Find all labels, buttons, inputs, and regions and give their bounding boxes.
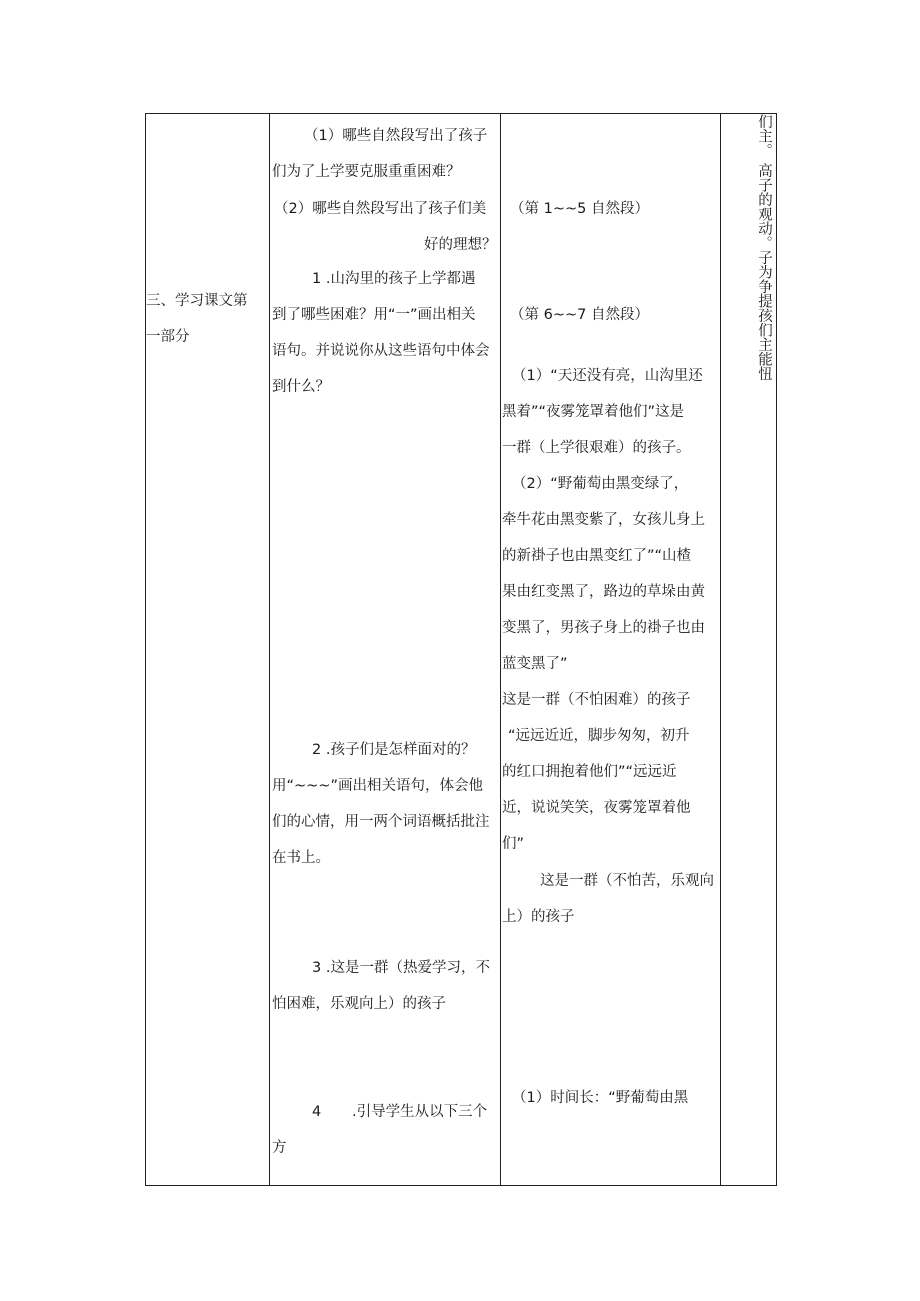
question-1-line1: （1）哪些自然段写出了孩子 xyxy=(304,128,488,144)
task-4-line1: .引导学生从以下三个 xyxy=(352,1104,488,1120)
answer-paragraphs-6-7: （第 6~~7 自然段） xyxy=(510,307,649,323)
answer-3-line3: 近，说说笑笑，夜雾笼罩着他 xyxy=(502,800,691,816)
question-2-line1: （2）哪些自然段写出了孩子们美 xyxy=(274,201,487,217)
answer-1-line3: 一群（上学很艰难）的孩子。 xyxy=(502,440,691,456)
answer-1-line1: （1）“天还没有亮，山沟里还 xyxy=(512,368,703,384)
task-4-number: 4 xyxy=(312,1104,322,1120)
column-divider-1 xyxy=(269,113,270,1185)
answer-2-line6: 蓝变黑了” xyxy=(502,656,568,672)
section-label-line1: 三、学习课文第 xyxy=(146,293,248,309)
task-1-line1: 1 .山沟里的孩子上学都遇 xyxy=(312,271,476,287)
answer-1-line2: 黑着”“夜雾笼罩着他们”这是 xyxy=(502,404,685,420)
task-2-line1: 2 .孩子们是怎样面对的？ xyxy=(312,742,476,758)
intent-column-2: 高子的观动。 xyxy=(756,163,772,250)
answer-2-line7: 这是一群（不怕困难）的孩子 xyxy=(502,692,691,708)
answer-2-line5: 变黑了，男孩子身上的褂子也由 xyxy=(502,620,705,636)
question-1-line2: 们为了上学要克服重重困难？ xyxy=(272,164,461,180)
section-label-line2: 一部分 xyxy=(146,329,190,345)
answer-2-line4: 果由红变黑了，路边的草垛由黄 xyxy=(502,584,705,600)
task-2-line4: 在书上。 xyxy=(272,850,330,866)
answer-3-line1: “远远近近，脚步匆匆，初升 xyxy=(508,728,690,744)
task-1-line4: 到什么？ xyxy=(272,379,330,395)
answer-4-line1: （1）时间长：“野葡萄由黑 xyxy=(512,1090,689,1106)
task-2-line2: 用“~~~”画出相关语句，体会他 xyxy=(272,778,483,794)
answer-paragraphs-1-5: （第 1~~5 自然段） xyxy=(510,201,649,217)
answer-3-line5: 这是一群（不怕苦，乐观向 xyxy=(540,873,714,889)
task-2-line3: 们的心情，用一两个词语概括批注 xyxy=(272,814,490,830)
task-3-line1: 3 .这是一群（热爱学习，不 xyxy=(312,960,490,976)
intent-column-1: 们主。 xyxy=(756,114,772,158)
intent-column-3: 子为争提孩们主能忸 xyxy=(756,250,772,381)
answer-2-line2: 牵牛花由黑变紫了，女孩儿身上 xyxy=(502,512,705,528)
answer-3-line2: 的红口拥抱着他们”“远远近 xyxy=(502,764,677,780)
answer-2-line3: 的新褂子也由黑变红了”“山楂 xyxy=(502,548,692,564)
task-1-line2: 到了哪些困难？用“一”画出相关 xyxy=(272,307,476,323)
column-divider-3 xyxy=(720,113,721,1185)
answer-3-line4: 们” xyxy=(502,836,525,852)
answer-3-line6: 上）的孩子 xyxy=(502,909,575,925)
task-3-line2: 怕困难，乐观向上）的孩子 xyxy=(272,996,446,1012)
task-4-line2: 方 xyxy=(272,1140,287,1156)
question-2-line2: 好的理想？ xyxy=(424,237,497,253)
column-divider-2 xyxy=(500,113,501,1185)
answer-2-line1: （2）“野葡萄由黑变绿了， xyxy=(512,476,689,492)
task-1-line3: 语句。并说说你从这些语句中体会 xyxy=(272,343,490,359)
